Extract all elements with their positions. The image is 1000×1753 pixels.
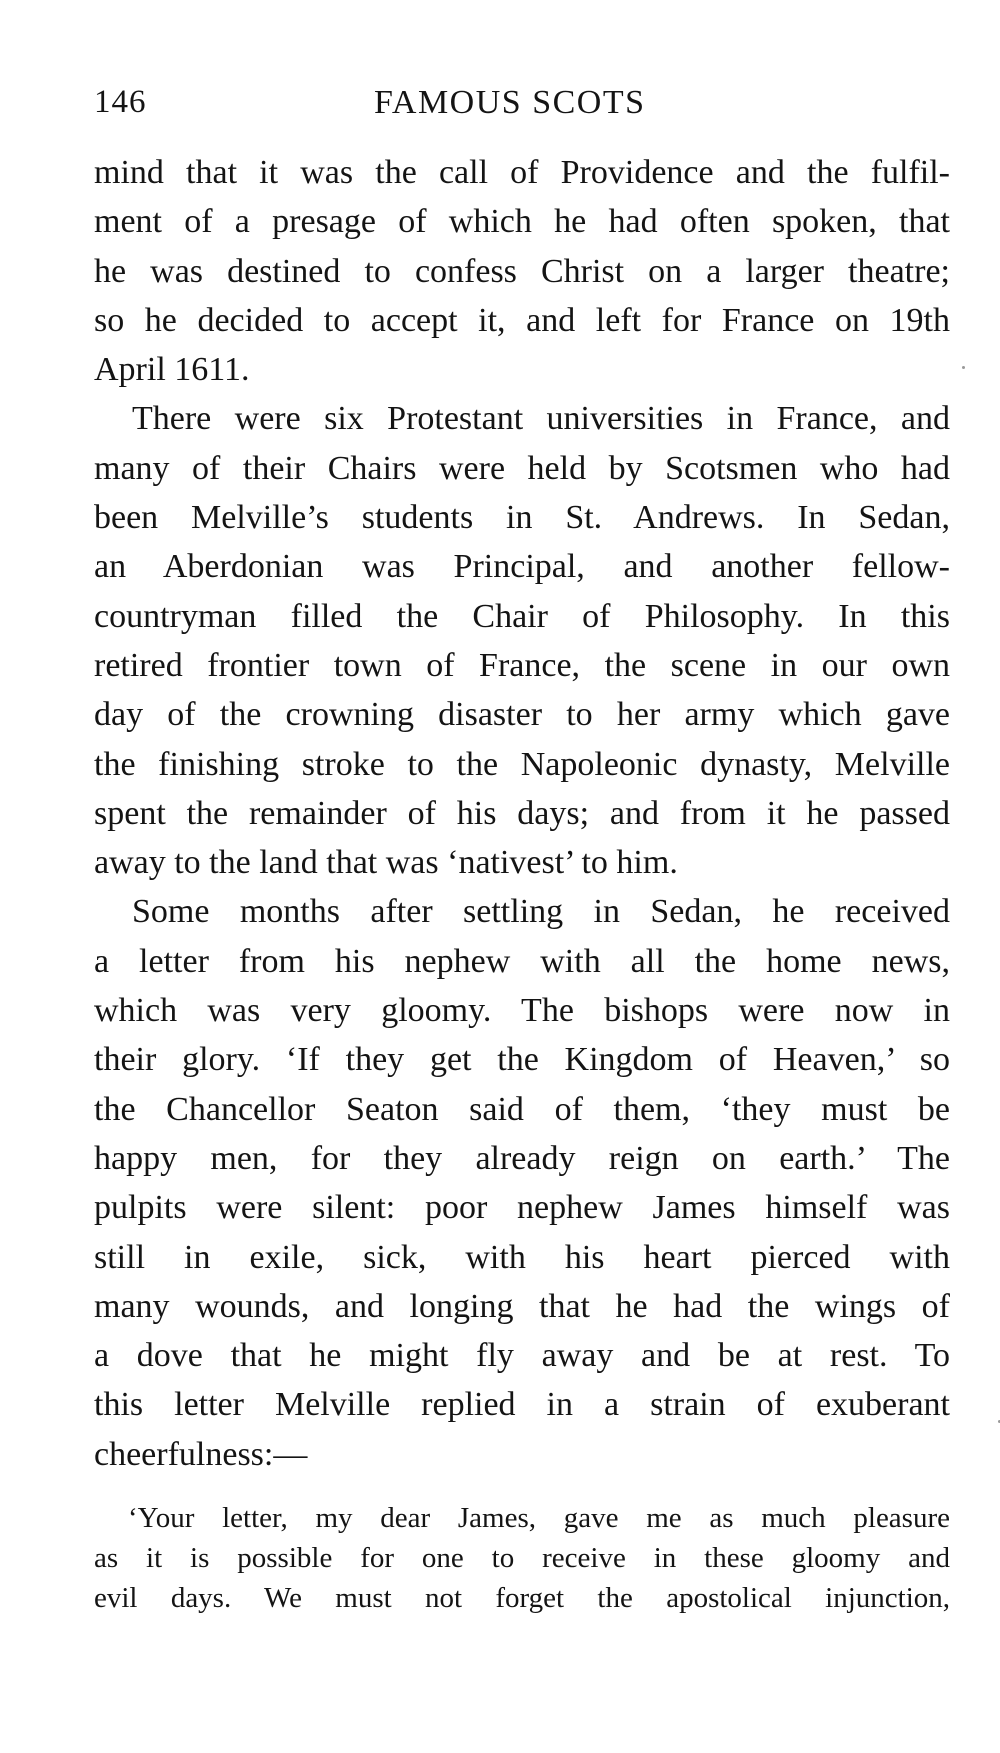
text-line: retired frontier town of France, the scene in our own <box>94 646 950 684</box>
text-line: which was very gloomy. The bishops were now in <box>94 992 950 1030</box>
quote-line: ‘Your letter, my dear James, gave me as much pleasure <box>128 1502 950 1534</box>
text-line: the finishing stroke to the Napoleonic dynasty, Melville <box>94 745 950 783</box>
paragraph-3 <box>94 887 950 1479</box>
text-line: happy men, for they already reign on earth.’ The <box>94 1139 950 1177</box>
block-quote <box>94 1498 950 1618</box>
text-line: the Chancellor Seaton said of them, ‘they must be <box>94 1090 950 1128</box>
quote-line: as it is possible for one to receive in these gloomy and <box>94 1542 950 1574</box>
running-head: FAMOUS SCOTS <box>374 84 646 121</box>
text-line: an Aberdonian was Principal, and another fellow- <box>94 548 950 586</box>
text-line: spent the remainder of his days; and from it he passed <box>94 794 950 832</box>
text-line: a letter from his nephew with all the home news, <box>94 942 950 980</box>
paragraph-2 <box>94 394 950 887</box>
page-number: 146 <box>94 84 147 120</box>
text-line: this letter Melville replied in a strain of exuberant <box>94 1386 950 1424</box>
text-line: a dove that he might fly away and be at rest. To <box>94 1337 950 1375</box>
text-line: many of their Chairs were held by Scotsmen who had <box>94 449 950 487</box>
text-line: There were six Protestant universities in France, and <box>132 400 950 438</box>
page-header <box>94 84 954 132</box>
paper-speck <box>962 366 965 369</box>
text-line: pulpits were silent: poor nephew James himself was <box>94 1189 950 1227</box>
text-line: mind that it was the call of Providence and the fulfil- <box>94 154 950 191</box>
text-line: cheerfulness:— <box>94 1435 308 1473</box>
text-line: day of the crowning disaster to her army which gave <box>94 696 950 734</box>
text-line: April 1611. <box>94 351 250 389</box>
text-line: so he decided to accept it, and left for France on 19th <box>94 301 950 339</box>
body-text <box>94 148 950 1479</box>
text-line: away to the land that was ‘nativest’ to him. <box>94 844 678 882</box>
text-line: countryman filled the Chair of Philosophy. In this <box>94 597 950 635</box>
text-line: many wounds, and longing that he had the wings of <box>94 1287 950 1325</box>
text-line: he was destined to confess Christ on a larger theatre; <box>94 252 950 290</box>
quote-line: evil days. We must not forget the apostolical injunction, <box>94 1582 950 1614</box>
text-line: their glory. ‘If they get the Kingdom of Heaven,’ so <box>94 1041 950 1079</box>
text-line: ment of a presage of which he had often spoken, that <box>94 203 950 241</box>
text-line: Some months after settling in Sedan, he received <box>132 893 950 931</box>
paragraph-1 <box>94 148 950 394</box>
text-line: still in exile, sick, with his heart pierced with <box>94 1238 950 1276</box>
text-line: been Melville’s students in St. Andrews. In Sedan, <box>94 499 950 537</box>
